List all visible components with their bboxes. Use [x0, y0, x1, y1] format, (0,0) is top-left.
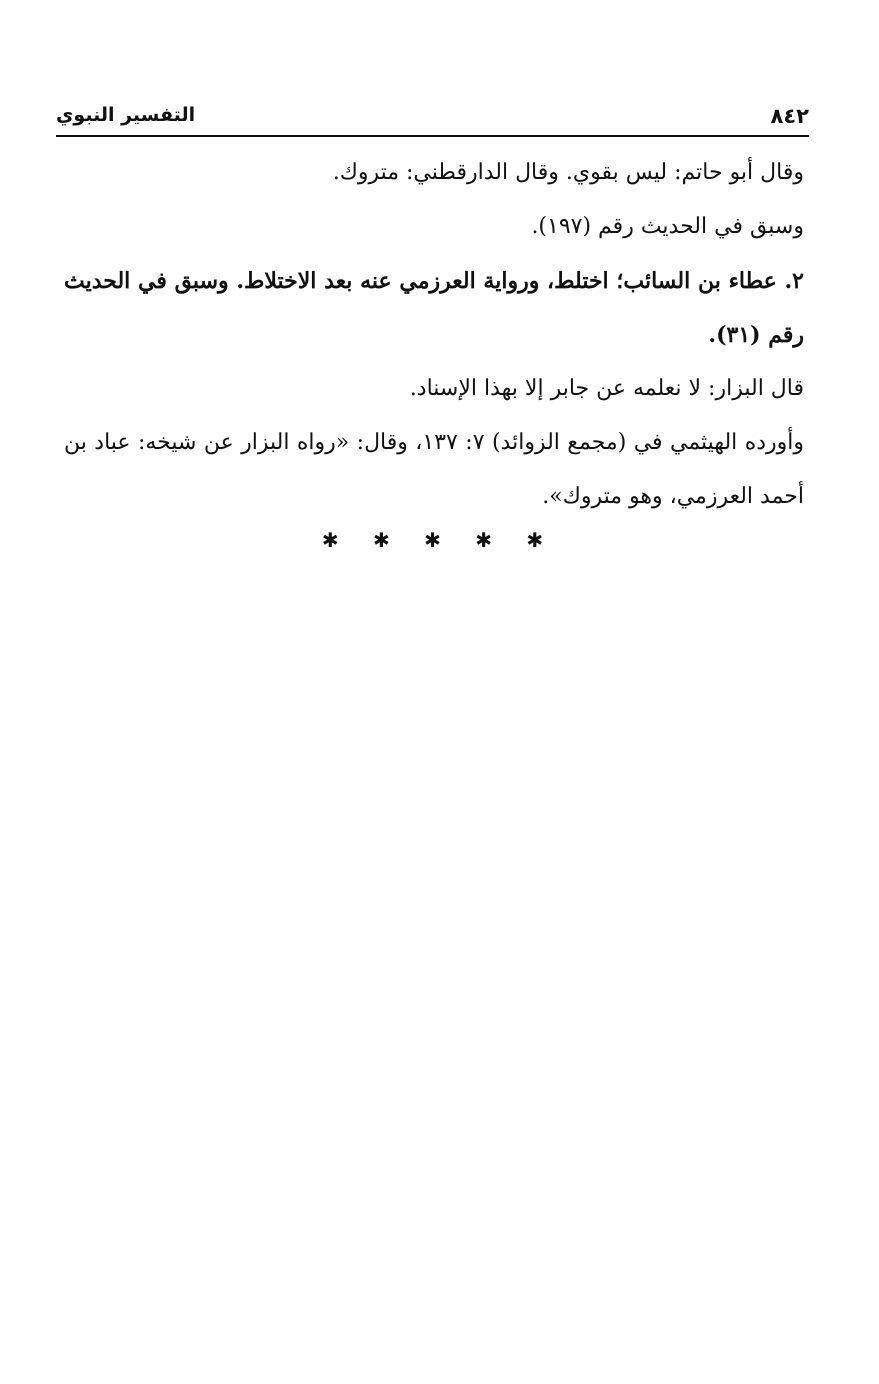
- paragraph-cross-reference-197: وسبق في الحديث رقم (١٩٧).: [531, 214, 804, 239]
- section-separator-asterisks: ✱ ✱ ✱ ✱ ✱: [321, 528, 558, 552]
- paragraph-haythami: وأورده الهيثمي في (مجمع الزوائد) ٧: ١٣٧، وقال: «رواه البزار عن شيخه: عباد بن أحمد العرزمي، وهو متروك».: [64, 430, 804, 509]
- header-divider: [56, 135, 809, 137]
- running-title: التفسير النبوي: [56, 104, 196, 126]
- body-text: [64, 146, 804, 524]
- page-number: ٨٤٢: [770, 104, 809, 128]
- paragraph-bazzar: قال البزار: لا نعلمه عن جابر إلا بهذا الإسناد.: [409, 376, 804, 401]
- page-header: [56, 100, 809, 136]
- paragraph-abu-hatim: وقال أبو حاتم: ليس بقوي. وقال الدارقطني: متروك.: [332, 160, 804, 185]
- paragraph-narrator-ata: ٢. عطاء بن السائب؛ اختلط، ورواية العرزمي عنه بعد الاختلاط. وسبق في الحديث رقم (٣١).: [64, 268, 804, 348]
